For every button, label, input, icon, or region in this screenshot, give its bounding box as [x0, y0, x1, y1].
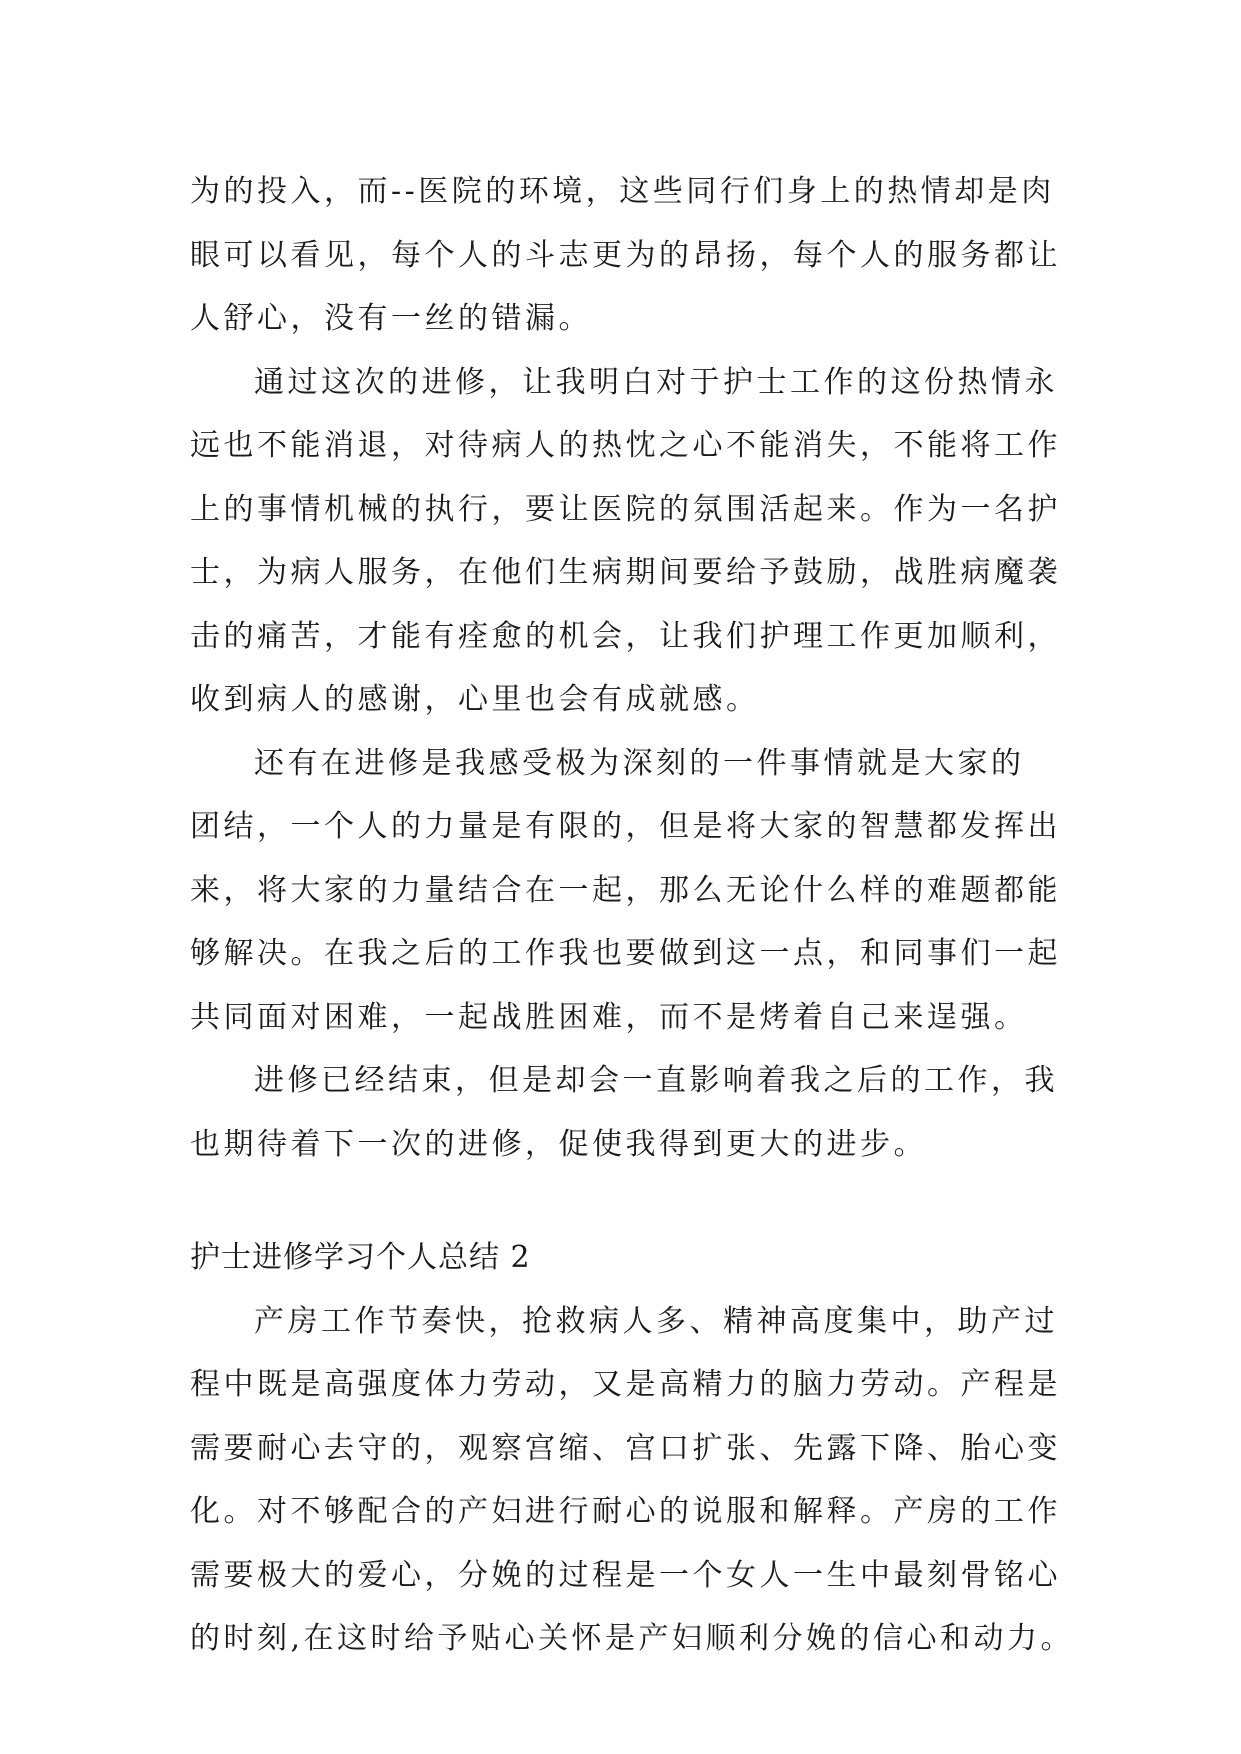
paragraph-line: 为的投入，而--医院的环境，这些同行们身上的热情却是肉: [190, 174, 1055, 209]
paragraph-line: 通过这次的进修，让我明白对于护士工作的这份热情永: [254, 364, 1058, 400]
paragraph-5: [190, 1290, 1075, 1671]
paragraph-line: 也期待着下一次的进修，促使我得到更大的进步。: [190, 1126, 927, 1162]
paragraph-line: 需要极大的爱心，分娩的过程是一个女人一生中最刻骨铭心: [190, 1557, 1061, 1593]
paragraph-line: 进修已经结束，但是却会一直影响着我之后的工作，我: [254, 1063, 1058, 1098]
paragraph-line: 远也不能消退，对待病人的热忱之心不能消失，不能将工作: [190, 428, 1061, 463]
paragraph-line: 上的事情机械的执行，要让医院的氛围活起来。作为一名护: [190, 491, 1061, 527]
section-heading: 护士进修学习个人总结 2: [190, 1240, 531, 1275]
paragraph-line: 来，将大家的力量结合在一起，那么无论什么样的难题都能: [190, 872, 1061, 908]
paragraph-line: 产房工作节奏快，抢救病人多、精神高度集中，助产过: [254, 1303, 1058, 1339]
paragraph-2: [190, 351, 1070, 732]
paragraph-4: [190, 1049, 1070, 1176]
paragraph-3: [190, 732, 1070, 1050]
paragraph-line: 够解决。在我之后的工作我也要做到这一点，和同事们一起: [190, 936, 1061, 971]
paragraph-line: 化。对不够配合的产妇进行耐心的说服和解释。产房的工作: [190, 1494, 1061, 1529]
paragraph-line: 共同面对困难，一起战胜困难，而不是烤着自己来逞强。: [190, 999, 1028, 1035]
paragraph-line: 需要耐心去守的，观察宫缩、宫口扩张、先露下降、胎心变: [190, 1430, 1061, 1466]
paragraph-line: 眼可以看见，每个人的斗志更为的昂扬，每个人的服务都让: [190, 237, 1061, 273]
paragraph-1: [190, 160, 1070, 351]
paragraph-line: 士，为病人服务，在他们生病期间要给予鼓励，战胜病魔袭: [190, 555, 1061, 590]
paragraph-line: 收到病人的感谢，心里也会有成就感。: [190, 682, 760, 717]
paragraph-line: 团结，一个人的力量是有限的，但是将大家的智慧都发挥出: [190, 809, 1061, 844]
paragraph-line: 还有在进修是我感受极为深刻的一件事情就是大家的: [254, 745, 1025, 781]
document-body: [190, 160, 1075, 1671]
paragraph-line: 人舒心，没有一丝的错漏。: [190, 301, 592, 336]
paragraph-line: 程中既是高强度体力劳动，又是高精力的脑力劳动。产程是: [190, 1367, 1061, 1402]
paragraph-line: 击的痛苦，才能有痊愈的机会，让我们护理工作更加顺利，: [190, 618, 1061, 654]
paragraph-line: 的时刻,在这时给予贴心关怀是产妇顺利分娩的信心和动力。: [190, 1621, 1075, 1656]
